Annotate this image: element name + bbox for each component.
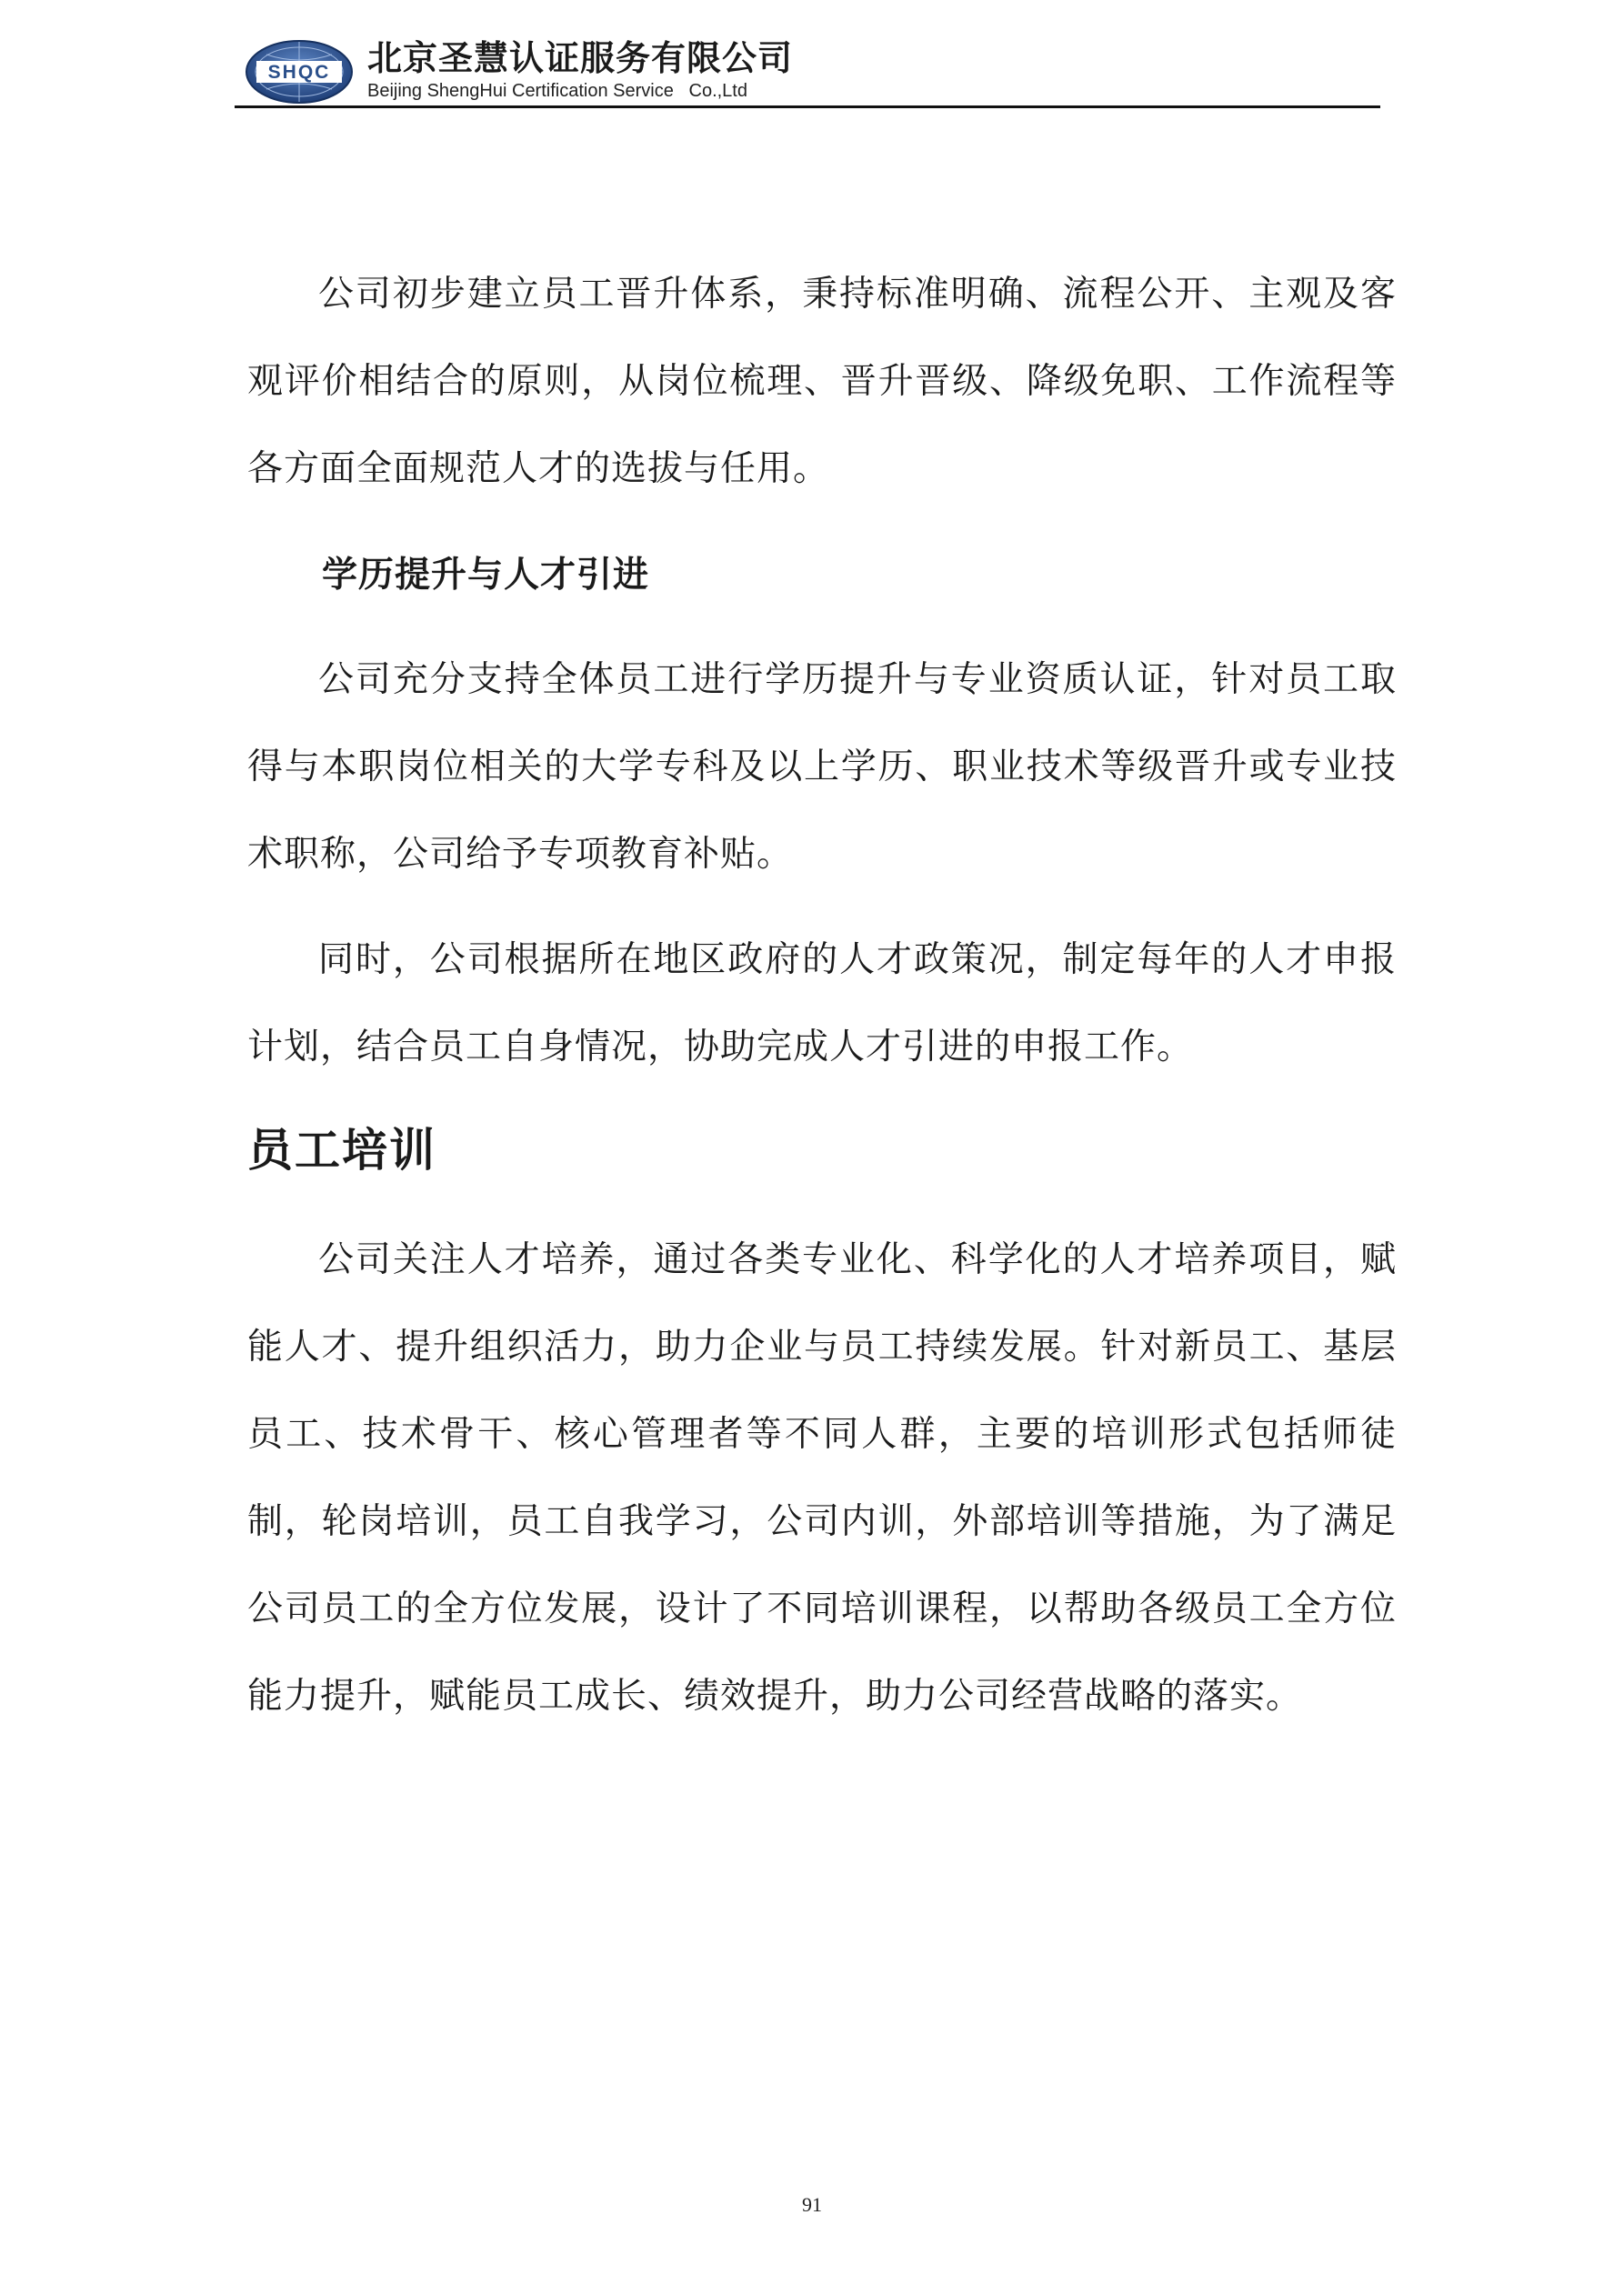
page-number: 91 bbox=[802, 2193, 822, 2216]
subheading-education: 学历提升与人才引进 bbox=[322, 554, 650, 596]
paragraph-education-support: 公司充分支持全体员工进行学历提升与专业资质认证，针对员工取得与本职岗位相关的大学专科及以上学历、职业技术等级晋升或专业技术职称，公司给予专项教育补贴。 bbox=[247, 659, 1397, 875]
company-name-en: Beijing ShengHui Certification Service Co.,Ltd bbox=[367, 81, 747, 101]
paragraph-training: 公司关注人才培养，通过各类专业化、科学化的人才培养项目，赋能人才、提升组织活力，助力企业与员工持续发展。针对新员工、基层员工、技术骨干、核心管理者等不同人群，主要的培训形式包括师徒制，轮岗培训，员工自我学习，公司内训，外部培训等措施，为了满足公司员工的全方位发展，设计了不同培训课程，以帮助各级员工全方位能力提升，赋能员工成长、绩效提升，助力公司经营战略的落实。 bbox=[247, 1239, 1397, 1717]
shqc-logo bbox=[244, 38, 355, 105]
header-divider bbox=[235, 105, 1380, 108]
paragraph-talent-introduction: 同时，公司根据所在地区政府的人才政策况，制定每年的人才申报计划，结合员工自身情况，协助完成人才引进的申报工作。 bbox=[247, 939, 1397, 1067]
paragraph-promotion-system: 公司初步建立员工晋升体系，秉持标准明确、流程公开、主观及客观评价相结合的原则，从岗位梳理、晋升晋级、降级免职、工作流程等各方面全面规范人才的选拔与任用。 bbox=[247, 274, 1397, 489]
page-header bbox=[235, 35, 1380, 109]
company-name-cn: 北京圣慧认证服务有限公司 bbox=[367, 38, 794, 78]
logo-text: SHQC bbox=[267, 62, 331, 83]
section-heading-training: 员工培训 bbox=[247, 1123, 436, 1177]
page-content bbox=[247, 251, 1397, 1740]
